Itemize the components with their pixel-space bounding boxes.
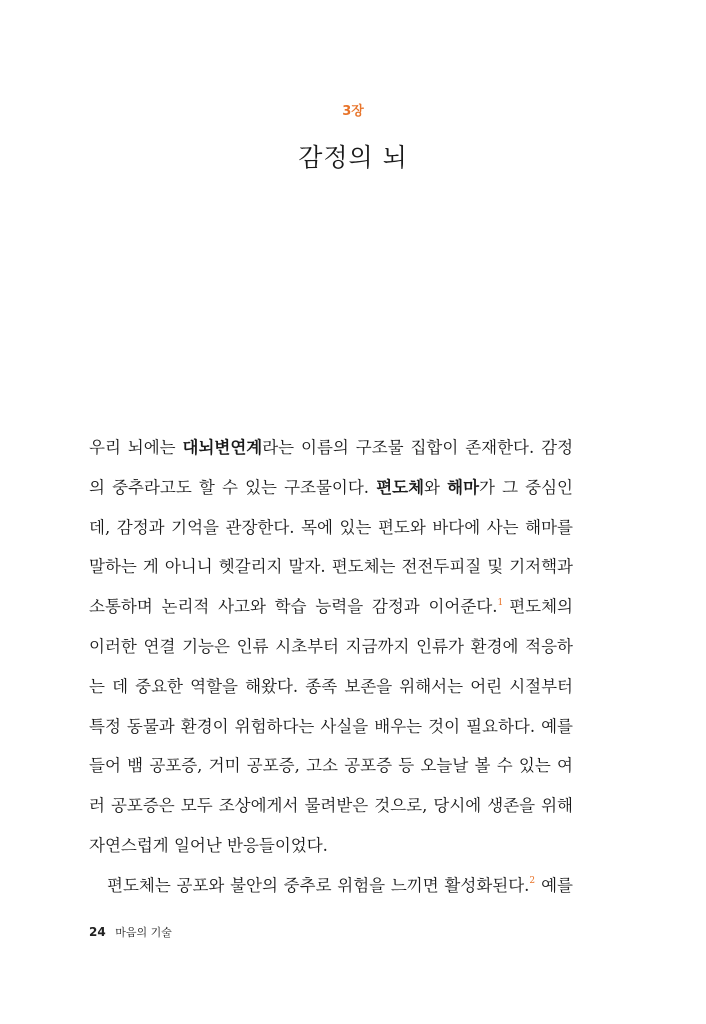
text-line: 편도체는 공포와 불안의 중추로 위험을 느끼면 활성화된다.$^2$ 예를 (107, 875, 573, 895)
text-line: 자연스럽게 일어난 반응들이었다. (89, 835, 328, 855)
footnote-ref-1[interactable]: 1 (497, 597, 504, 608)
text-line: 러 공포증은 모두 조상에게서 물려받은 것으로, 당시에 생존을 위해 (89, 796, 573, 816)
running-title: 마음의 기술 (115, 926, 172, 939)
text-line: 이러한 연결 기능은 인류 시초부터 지금까지 인류가 환경에 적응하 (89, 636, 573, 656)
page-footer (89, 924, 172, 940)
text-line: 우리 뇌에는 대뇌변연계라는 이름의 구조물 집합이 존재한다. 감정 (89, 438, 574, 457)
chapter-label: 3장 (342, 104, 364, 119)
text-line: 데, 감정과 기억을 관장한다. 목에 있는 편도와 바다에 사는 해마를 (89, 517, 573, 537)
term-hippocampus: 해마 (447, 477, 480, 497)
text-line: 의 중추라고도 할 수 있는 구조물이다. 편도체와 해마가 그 중심인 (89, 477, 573, 497)
footnote-ref-2[interactable]: 2 (529, 876, 536, 887)
body-text (89, 428, 573, 906)
text-line: 말하는 게 아니니 헷갈리지 말자. 편도체는 전전두피질 및 기저핵과 (89, 557, 573, 577)
term-amygdala: 편도체 (376, 477, 425, 497)
term-limbic-system: 대뇌변연계 (182, 438, 263, 457)
text-line: 소통하며 논리적 사고와 학습 능력을 감정과 이어준다.$^1$ 편도체의 (89, 597, 573, 617)
text-line: 는 데 중요한 역할을 해왔다. 종족 보존을 위해서는 어린 시절부터 (89, 676, 573, 696)
page-number: 24 (89, 925, 106, 939)
text-line: 들어 뱀 공포증, 거미 공포증, 고소 공포증 등 오늘날 볼 수 있는 여 (89, 756, 573, 776)
text-line: 특정 동물과 환경이 위험하다는 사실을 배우는 것이 필요하다. 예를 (89, 716, 573, 736)
chapter-title: 감정의 뇌 (298, 143, 408, 172)
